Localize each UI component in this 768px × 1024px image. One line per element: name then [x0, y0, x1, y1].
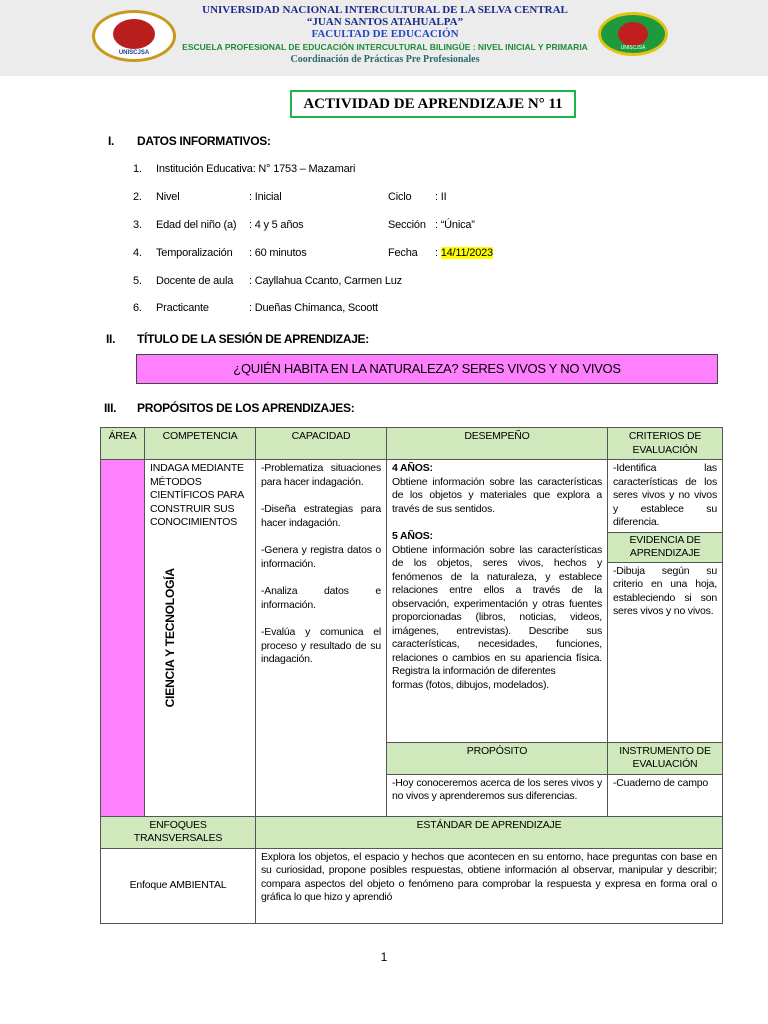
evidencia-text: -Dibuja según su criterio en una hoja, estableciendo si son seres vivos y no vivos.: [613, 564, 717, 617]
desempeno-5-text: Obtiene información sobre las características de los objetos, seres vivos, hechos y fenómenos de la naturaleza, y establece relaciones entre ellos a través de la observación, experimentación y otras fuentes proporcionadas (libros, noticias, videos, imágenes, entrevistas). Describe sus características, necesidades, funciones, relaciones o cambios en su apariencia física. Registra la información de diferentes: [392, 543, 602, 677]
proposito-cell: -Hoy conoceremos acerca de los seres vivos y no vivos y aprenderemos sus diferencias.: [387, 774, 608, 816]
book-emblem-icon: [618, 22, 648, 46]
row-label: Nivel: [156, 191, 180, 203]
school-name: ESCUELA PROFESIONAL DE EDUCACIÓN INTERCULTURAL BILINGÜE : NIVEL INICIAL Y PRIMARIA: [182, 42, 588, 52]
desempeno-5-end: formas (fotos, dibujos, modelados).: [392, 678, 549, 691]
desempeno-4-text: Obtiene información sobre las características de los objetos y materiales que explora a través de sus sentidos.: [392, 475, 602, 515]
capacidad-item: -Analiza datos e información.: [261, 585, 381, 611]
row-label-2: Sección: [388, 219, 426, 231]
section-1-number: I.: [108, 134, 115, 148]
section-2-heading: TÍTULO DE LA SESIÓN DE APRENDIZAJE:: [137, 332, 369, 346]
row-label: Docente de aula: [156, 275, 234, 287]
capacidad-item: -Diseña estrategias para hacer indagación.: [261, 503, 381, 529]
page-header: [0, 0, 768, 76]
header-desempeno: DESEMPEÑO: [387, 428, 608, 460]
faculty-seal-logo: [598, 12, 668, 56]
header-capacidad: CAPACIDAD: [256, 428, 387, 460]
proposito-header: PROPÓSITO: [387, 742, 608, 774]
row-value: : Dueñas Chimanca, Scoott: [249, 302, 378, 314]
header-criterios: CRITERIOS DE EVALUACIÓN: [608, 428, 723, 460]
header-area: ÁREA: [101, 428, 145, 460]
row-number: 5.: [133, 275, 142, 287]
row-label: Institución Educativa: N° 1753 – Mazamari: [156, 163, 356, 175]
row-label: Edad del niño (a): [156, 219, 237, 231]
university-subname: “JUAN SANTOS ATAHUALPA”: [306, 16, 464, 28]
estandar-cell: Explora los objetos, el espacio y hechos que acontecen en su entorno, hace preguntas con base en su curiosidad, propone posibles respuestas, obtiene información al observar, manipular y describir; compara aspectos del objeto o fenómeno para comprobar la respuesta y expresa en forma oral o gráfica lo que hizo y aprendió: [256, 848, 723, 923]
row-number: 1.: [133, 163, 142, 175]
date-prefix: :: [435, 247, 441, 259]
desempeno-5-label: 5 AÑOS:: [392, 530, 433, 542]
desempeno-4-label: 4 AÑOS:: [392, 462, 433, 474]
area-cell: [101, 460, 177, 817]
row-label-2: Fecha: [388, 247, 418, 259]
coordination-name: Coordinación de Prácticas Pre Profesionales: [290, 54, 480, 65]
desempeno-cell: [387, 460, 608, 743]
section-3-heading: PROPÓSITOS DE LOS APRENDIZAJES:: [137, 401, 355, 415]
estandar-header: ESTÁNDAR DE APRENDIZAJE: [256, 816, 723, 848]
session-title: ¿QUIÉN HABITA EN LA NATURALEZA? SERES VIVOS Y NO VIVOS: [136, 354, 718, 384]
section-3-number: III.: [104, 401, 117, 415]
competencia-cell: INDAGA MEDIANTE MÉTODOS CIENTÍFICOS PARA CONSTRUIR SUS CONOCIMIENTOS: [145, 460, 256, 817]
evidencia-header: EVIDENCIA DE APRENDIZAJE: [608, 533, 722, 563]
seal-emblem-icon: [113, 19, 155, 49]
row-label: Temporalización: [156, 247, 233, 259]
evidencia-cell: [608, 532, 723, 742]
row-number: 3.: [133, 219, 142, 231]
date-highlight: 14/11/2023: [440, 247, 493, 259]
capacidad-item: -Genera y registra datos o información.: [261, 544, 381, 570]
row-label: Practicante: [156, 302, 209, 314]
enfoques-header: ENFOQUES TRANSVERSALES: [101, 816, 256, 848]
faculty-seal-lettering: UNISCJSA: [620, 45, 646, 51]
date-value: [435, 247, 493, 259]
university-name: UNIVERSIDAD NACIONAL INTERCULTURAL DE LA SELVA CENTRAL: [202, 4, 568, 16]
row-number: 6.: [133, 302, 142, 314]
header-competencia: COMPETENCIA: [145, 428, 256, 460]
row-value: : 4 y 5 años: [249, 219, 304, 231]
row-label-2: Ciclo: [388, 191, 412, 203]
seal-lettering: UNISCJSA: [118, 50, 150, 56]
section-1-heading: DATOS INFORMATIVOS:: [137, 134, 271, 148]
row-number: 2.: [133, 191, 142, 203]
row-number: 4.: [133, 247, 142, 259]
section-2-number: II.: [106, 332, 116, 346]
criterios-cell: -Identifica las características de los seres vivos y no vivos y establece su diferencia.: [608, 460, 723, 533]
row-value: : Inicial: [249, 191, 282, 203]
row-value: : 60 minutos: [249, 247, 307, 259]
area-label: CIENCIA Y TECNOLOGÍA: [162, 567, 177, 707]
enfoque-cell: Enfoque AMBIENTAL: [101, 848, 256, 923]
row-value-2: : “Única”: [435, 219, 475, 231]
row-value: : Cayllahua Ccanto, Carmen Luz: [249, 275, 402, 287]
instrumento-cell: -Cuaderno de campo: [608, 774, 723, 816]
capacidad-item: -Problematiza situaciones para hacer indagación.: [261, 462, 381, 488]
page-number: 1: [380, 950, 388, 964]
activity-title: ACTIVIDAD DE APRENDIZAJE N° 11: [290, 90, 576, 118]
capacidad-cell: [256, 460, 387, 817]
instrumento-header: INSTRUMENTO DE EVALUACIÓN: [608, 742, 723, 774]
row-value-2: : II: [435, 191, 447, 203]
capacidad-item: -Evalúa y comunica el proceso y resultado de su indagación.: [261, 626, 381, 665]
purposes-table: [100, 427, 723, 924]
faculty-name: FACULTAD DE EDUCACIÓN: [311, 28, 459, 40]
